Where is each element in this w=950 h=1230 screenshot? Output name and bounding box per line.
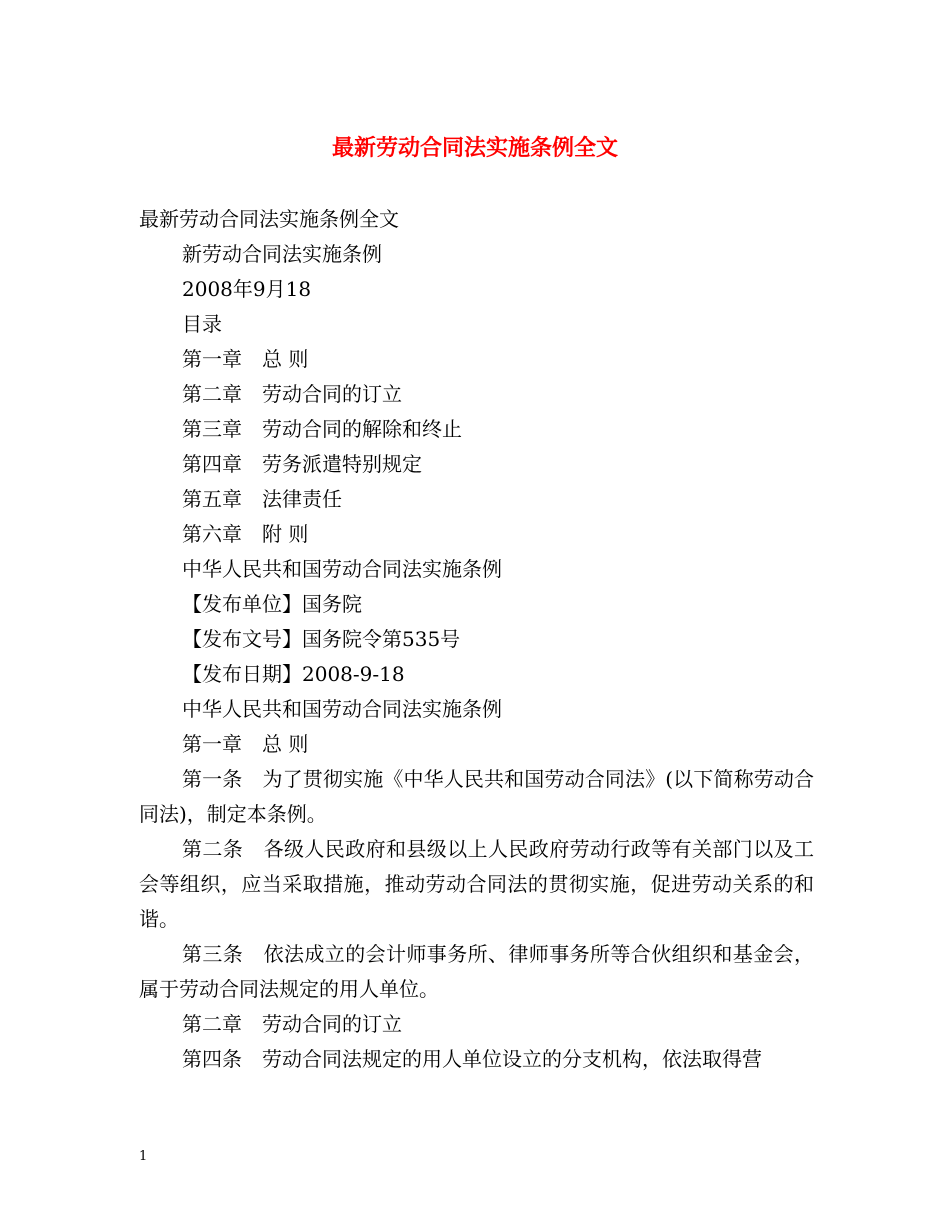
body-line: 第二章 劳动合同的订立 xyxy=(182,382,402,406)
body-line: 【发布文号】国务院令第535号 xyxy=(182,627,461,651)
body-line: 第四条 劳动合同法规定的用人单位设立的分支机构，依法取得营 xyxy=(182,1047,762,1071)
body-line: 第一条 为了贯彻实施《中华人民共和国劳动合同法》(以下简称劳动合同法)，制定本条例。 xyxy=(139,767,814,826)
page-number: 1 xyxy=(139,1149,148,1164)
body-line: 中华人民共和国劳动合同法实施条例 xyxy=(182,697,502,721)
body-line: 目录 xyxy=(182,312,222,336)
body-line: 第三条 依法成立的会计师事务所、律师事务所等合伙组织和基金会，属于劳动合同法规定的用人单位。 xyxy=(139,942,814,1001)
body-line: 第三章 劳动合同的解除和终止 xyxy=(182,417,462,441)
body-line: 中华人民共和国劳动合同法实施条例 xyxy=(182,557,502,581)
body-line: 最新劳动合同法实施条例全文 xyxy=(139,207,399,231)
body-line: 第二条 各级人民政府和县级以上人民政府劳动行政等有关部门以及工会等组织，应当采取措施，推动劳动合同法的贯彻实施，促进劳动关系的和谐。 xyxy=(139,837,814,931)
body-line: 2008年9月18 xyxy=(182,277,312,301)
body-line: 第一章 总 则 xyxy=(182,347,309,371)
document-title: 最新劳动合同法实施条例全文 xyxy=(331,135,618,161)
body-line: 第四章 劳务派遣特别规定 xyxy=(182,452,422,476)
body-line: 第一章 总 则 xyxy=(182,732,309,756)
body-line: 第二章 劳动合同的订立 xyxy=(182,1012,402,1036)
body-line: 第五章 法律责任 xyxy=(182,487,342,511)
body-line: 新劳动合同法实施条例 xyxy=(182,242,382,266)
document-body xyxy=(139,202,814,1077)
body-line: 【发布单位】国务院 xyxy=(182,592,362,616)
body-line: 【发布日期】2008-9-18 xyxy=(182,662,405,686)
body-line: 第六章 附 则 xyxy=(182,522,309,546)
